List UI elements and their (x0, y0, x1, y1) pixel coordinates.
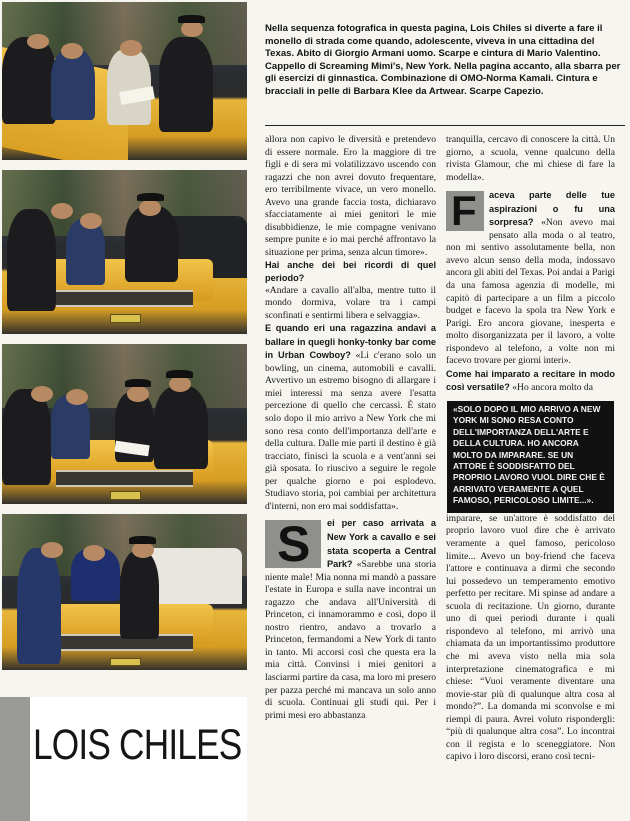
photo-caption: Nella sequenza fotografica in questa pagina, Lois Chiles si diverte a fare il monello di strada come quando, adolescente, viveva in una cittadina del Texas. Abito di Giorgio Armani uomo. Scarpe e cintura di Mario Valentino. Cappello di Screaming Mimi's, New York. Nella pagina accanto, alla sbarra per gli esercizi di ginnastica. Combinazione di OMO-Norma Kamali. Cintura e bracciali in pelle di Barbara Klee da Artwear. Scarpe Capezio. (265, 23, 621, 97)
interview-question: aceva parte delle tue aspirazioni o fu una sorpresa? (489, 190, 615, 228)
article-title: LOIS CHILES (33, 721, 242, 769)
body-paragraph: «Ho ancora molto da (512, 382, 593, 394)
caption-divider (265, 125, 625, 126)
dropcap-letter: F (451, 187, 477, 235)
dropcap-box (265, 516, 321, 573)
photo-2 (2, 170, 247, 334)
body-paragraph: «Non avevo mai pensato alla moda o al teatro, non mi sentivo assolutamente bella, non avevo alcun senso della moda, indossavo ancora gli abiti del Texas. Poi andai a Parigi da una famosa agenzia di modelle, mi capitò di partecipare a un film a piccolo budget e facevo la spola tra New York e Parigi. Ero ancora giovane, inesperta e molto disorganizzata per il lavoro, a volte rispondevo al telefono, a volte non mi facevo trovare per giorni interi». (446, 217, 615, 367)
body-paragraph: allora non capivo le diversità e pretendevo di essere normale. Ero la maggiore di tre figli e di sera mi volatilizzavo uscendo con ragazzi che non avrei dovuto frequentare, ero terribilmente vivace, un vero monello. Avevo una grande faccia tosta, dichiaravo sfacciatamente ai miei genitori le mie disubbidienze, le mie compagne venivano sempre punite e io mai perché affrontavo la situazione per prima, senza alcun timore». (265, 134, 436, 258)
interview-question: Hai anche dei bei ricordi di quel periodo? (265, 260, 436, 284)
text-column-1 (265, 134, 436, 722)
body-paragraph: «Sarebbe una storia niente male! Mia nonna mi mandò a passare l'estate in Europa e sulla nave incontrai un ragazzo che andava all'Università di Princeton, ci innamorammo e così, dopo il nostro rientro, andavo a trovarlo a Princeton, fermandomi a New York di tanto in tanto. Mi accorsi così che questa era la mia città. Convinsi i miei genitori a lasciarmi partire da casa, ma loro mi presero per pazza perché mi mancava un solo anno di scuola. Continuai gli studi qui. Per i primi mesi ero abbastanza (265, 559, 436, 721)
dropcap-letter: S (277, 516, 311, 573)
body-paragraph: «Li c'erano solo un bowling, un cinema, automobili e cavalli. Avvertivo un estremo bisogno di allargare i miei interessi ma senza avere l'esatta percezione di quello che cercassi. È stato solo dopo il mio arrivo a New York che mi sono resa conto dell'importanza dell'arte e della cultura. Dalle mie parti il destino è già tracciato, finisci la scuola e a vent'anni sei già sposata. Io riuscivo a seguire le regole per qualche giorno e poi esplodevo. Studiavo storia, poi cambiai per architettura d'interni, non ero mai soddisfatta». (265, 350, 437, 512)
body-paragraph: imparare, se un'attore è soddisfatto del proprio lavoro vuol dire che è arrivato veramente a quel famoso, pericoloso limite... Avevo un boy-friend che faceva l'attore e continuava a dirmi che secondo lui possedevo un temperamento emotivo perfetto per recitare. Mi spinse ad andare a scuola di recitazione. Un giorno, durante uno di quei periodi durante i quali rispondevo al telefono, mi arrivò una chiamata da un importantissimo produttore che mi aveva visto nella mia sola interpretazione cinematografica e mi chiese: “Vuoi veramente diventare una movie-star più di qualunque altra cosa al mondo?”. La domanda mi sconvolse e mi riempì di paura. Avrei voluto rispondergli: “più di qualunque altra cosa”. Lo incontrai con il regista e lo sceneggiatore. Non capivo i loro discorsi, erano così tecni- (446, 512, 615, 763)
interview-question: ei per caso arrivata a New York a cavallo e sei stata scoperta a Central Park? (327, 518, 436, 570)
photo-1 (2, 2, 247, 160)
gray-bar (0, 697, 30, 821)
dropcap-box (446, 187, 484, 235)
interview-question: E quando eri una ragazzina andavi a ballare in quegli honky-tonky bar come in Urban Cowboy? (265, 323, 436, 361)
body-paragraph: «Andare a cavallo all'alba, mentre tutto il mondo dormiva, volare tra i campi sconfinati e sentirmi libera e selvaggia». (265, 284, 436, 321)
photo-4 (2, 514, 247, 670)
body-paragraph: tranquilla, cercavo di conoscere la città. Un giorno, a scuola, venne qualcuno della rivista Glamour, che mi chiese di fare la modella». (446, 134, 615, 183)
interview-question: Come hai imparato a recitare in modo così versatile? (446, 368, 615, 393)
name-block (0, 697, 247, 821)
photo-3 (2, 344, 247, 504)
pull-quote: «SOLO DOPO IL MIO ARRIVO A NEW YORK MI SONO RESA CONTO DELL'IMPORTANZA DELL'ARTE E DELLA CULTURA. HO ANCORA MOLTO DA IMPARARE. SE UN ATTORE È SODDISFATTO DEL PROPRIO LAVORO VUOL DIRE CHE È ARRIVATO VERAMENTE A QUEL FAMOSO, PERICOLOSO LIMITE...». (447, 401, 614, 513)
